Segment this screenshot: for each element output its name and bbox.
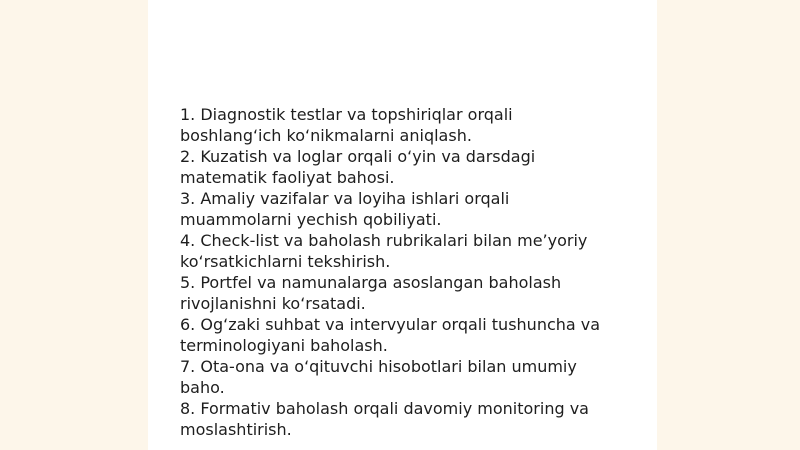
assessment-methods-list	[180, 104, 620, 440]
list-item: 6. Og‘zaki suhbat va intervyular orqali tushuncha va terminologiyani baholash.	[180, 315, 601, 355]
list-item: 4. Check-list va baholash rubrikalari bilan me’yoriy ko‘rsatkichlarni tekshirish.	[180, 231, 588, 271]
list-item: 5. Portfel va namunalarga asoslangan baholash rivojlanishni ko‘rsatadi.	[180, 273, 562, 313]
list-item: 8. Formativ baholash orqali davomiy monitoring va moslashtirish.	[180, 399, 589, 439]
list-item: 3. Amaliy vazifalar va loyiha ishlari orqali muammolarni yechish qobiliyati.	[180, 189, 510, 229]
list-item: 7. Ota-ona va o‘qituvchi hisobotlari bilan umumiy baho.	[180, 357, 577, 397]
list-item: 1. Diagnostik testlar va topshiriqlar orqali boshlang‘ich ko‘nikmalarni aniqlash.	[180, 105, 513, 145]
list-item: 2. Kuzatish va loglar orqali o‘yin va darsdagi matematik faoliyat bahosi.	[180, 147, 536, 187]
